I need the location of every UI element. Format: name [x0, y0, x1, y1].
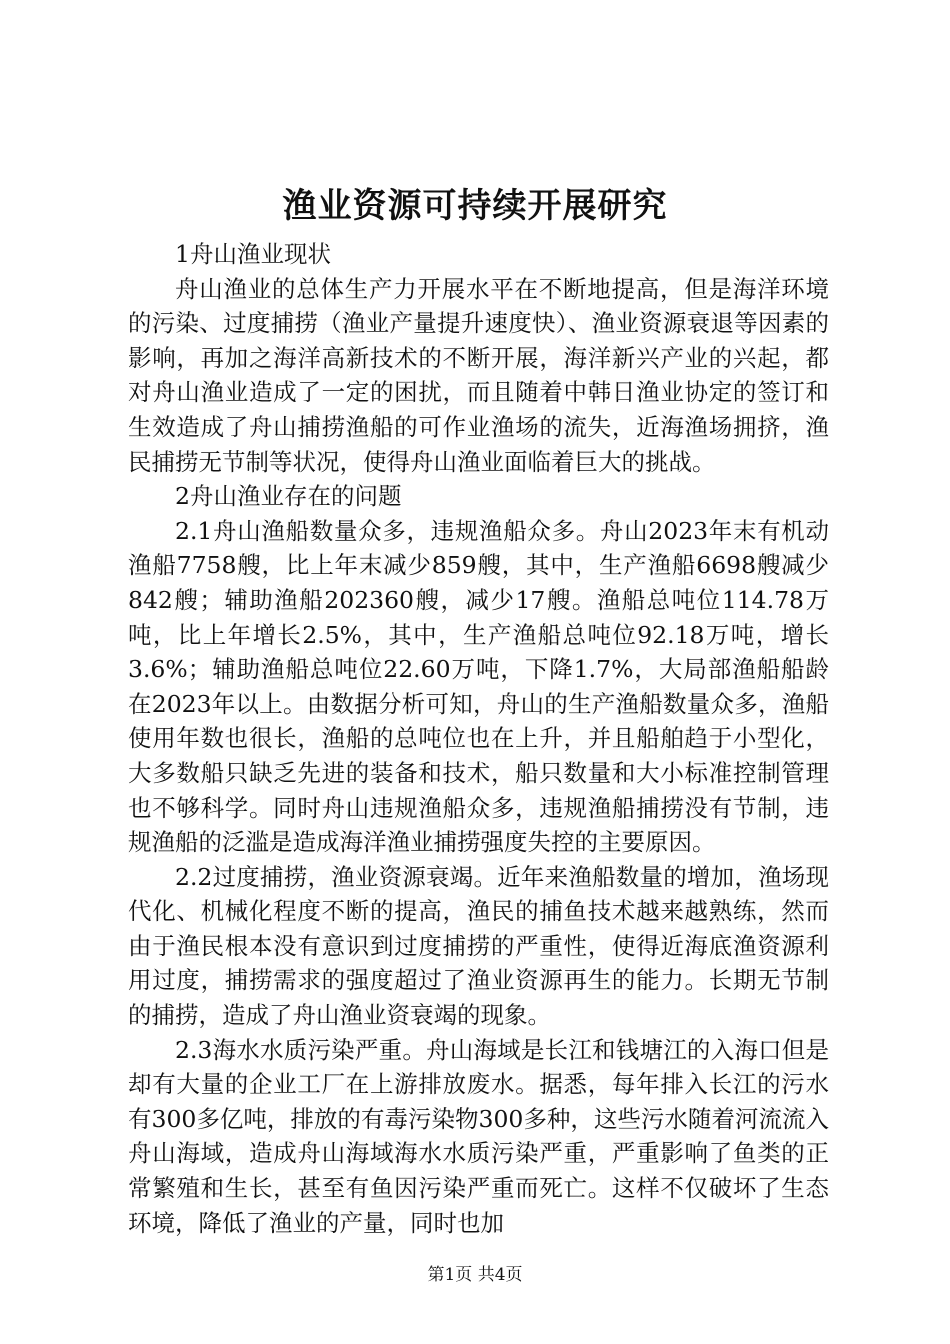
section-heading-1: 1舟山渔业现状	[175, 240, 331, 268]
paragraph-2-3: 2.3海水水质污染严重。舟山海域是长江和钱塘江的入海口但是却有大量的企业工厂在上游排放废水。据悉，每年排入长江的污水有300多亿吨，排放的有毒污染物300多种，这些污水随着河流流入舟山海域，造成舟山海域海水水质污染严重，严重影响了鱼类的正常繁殖和生长，甚至有鱼因污染严重而死亡。这样不仅破坏了生态环境，降低了渔业的产量，同时也加	[128, 1035, 829, 1237]
document-body	[128, 237, 829, 1240]
paragraph-current-status: 舟山渔业的总体生产力开展水平在不断地提高，但是海洋环境的污染、过度捕捞（渔业产量提升速度快）、渔业资源衰退等因素的影响，再加之海洋高新技术的不断开展，海洋新兴产业的兴起，都对舟山渔业造成了一定的困扰，而且随着中韩日渔业协定的签订和生效造成了舟山捕捞渔船的可作业渔场的流失，近海渔场拥挤，渔民捕捞无节制等状况，使得舟山渔业面临着巨大的挑战。	[128, 274, 829, 476]
page-footer: 第1页 共4页	[427, 1265, 523, 1285]
section-heading-2: 2舟山渔业存在的问题	[175, 482, 402, 511]
paragraph-2-1: 2.1舟山渔船数量众多，违规渔船众多。舟山2023年末有机动渔船7758艘，比上年末减少859艘，其中，生产渔船6698艘减少842艘；辅助渔船202360艘，减少17艘。渔船总吨位114.78万吨，比上年增长2.5%，其中，生产渔船总吨位92.18万吨，增长3.6%；辅助渔船总吨位22.60万吨，下降1.7%，大局部渔船船龄在2023年以上。由数据分析可知，舟山的生产渔船数量众多，渔船使用年数也很长，渔船的总吨位也在上升，并且船舶趋于小型化，大多数船只缺乏先进的装备和技术，船只数量和大小标准控制管理也不够科学。同时舟山违规渔船众多，违规渔船捕捞没有节制，违规渔船的泛滥是造成海洋渔业捕捞强度失控的主要原因。	[128, 516, 829, 857]
page-title: 渔业资源可持续开展研究	[282, 186, 668, 226]
paragraph-2-2: 2.2过度捕捞，渔业资源衰竭。近年来渔船数量的增加，渔场现代化、机械化程度不断的提高，渔民的捕鱼技术越来越熟练，然而由于渔民根本没有意识到过度捕捞的严重性，使得近海底渔资源利用过度，捕捞需求的强度超过了渔业资源再生的能力。长期无节制的捕捞，造成了舟山渔业资衰竭的现象。	[128, 862, 829, 1030]
